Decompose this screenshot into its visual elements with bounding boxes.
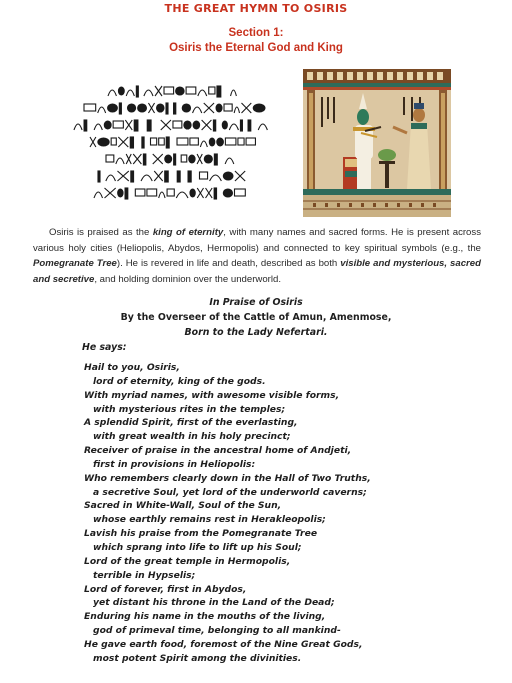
poem-line: god of primeval time, belonging to all mankind-	[93, 625, 341, 637]
poem-line: with mysterious rites in the temples;	[93, 403, 286, 415]
hieroglyph-mark	[190, 189, 195, 197]
hieroglyph-mark	[144, 90, 153, 96]
hieroglyph-mark	[181, 155, 187, 162]
poem-line: whose earthly remains rest in Herakleopolis;	[93, 514, 326, 526]
hieroglyph-mark	[154, 171, 162, 181]
hieroglyph-mark	[157, 104, 164, 112]
hieroglyph-mark	[177, 171, 180, 182]
hieroglyph-mark	[74, 124, 82, 130]
hymn-poem	[84, 361, 504, 666]
hieroglyph-mark	[202, 120, 212, 130]
hieroglyph-mark	[130, 137, 133, 148]
hieroglyph-mark	[98, 138, 109, 146]
hieroglyph-mark	[118, 189, 123, 197]
hieroglyph-mark	[216, 104, 222, 112]
hieroglyph-mark	[258, 124, 267, 130]
hieroglyph-mark	[118, 137, 128, 147]
hieroglyph-mark	[242, 103, 252, 113]
hieroglyph-mark	[198, 90, 207, 96]
hieroglyph-mark	[238, 138, 244, 145]
hieroglyph-mark	[176, 87, 184, 95]
hieroglyph-mark	[200, 141, 207, 147]
section-title: Osiris the Eternal God and King	[169, 42, 343, 54]
hieroglyphs-image	[70, 80, 270, 205]
hieroglyph-mark	[167, 189, 174, 196]
hieroglyph-mark	[159, 138, 165, 145]
hieroglyph-mark	[125, 188, 128, 199]
hieroglyph-mark	[128, 104, 136, 112]
hieroglyph-mark	[186, 87, 196, 94]
hieroglyph-mark	[119, 103, 121, 114]
hieroglyph-mark	[94, 192, 103, 198]
hieroglyph-mark	[104, 121, 111, 129]
hieroglyph-mark	[204, 103, 214, 113]
hieroglyph-mark	[214, 188, 216, 199]
hieroglyph-mark	[136, 86, 138, 97]
hieroglyph-mark	[106, 175, 116, 181]
hieroglyph-mark	[118, 87, 124, 95]
poem-line: with great wealth in his holy precinct;	[93, 431, 291, 443]
hieroglyph-mark	[141, 175, 152, 181]
hieroglyph-mark	[131, 171, 134, 182]
hieroglyph-mark	[209, 87, 215, 94]
hieroglyph-mark	[248, 120, 251, 131]
hieroglyph-mark	[225, 158, 234, 164]
hieroglyph-mark	[184, 121, 191, 129]
poem-line: A splendid Spirit, first of the everlasting,	[84, 417, 298, 429]
hieroglyph-mark	[84, 104, 96, 111]
hieroglyph-mark	[153, 154, 163, 164]
hieroglyph-mark	[234, 189, 245, 196]
hieroglyph-mark	[174, 103, 176, 114]
hieroglyph-mark	[84, 120, 87, 131]
poem-line: most potent Spirit among the divinities.	[93, 652, 302, 664]
hieroglyph-mark	[214, 154, 217, 165]
hieroglyph-mark	[111, 138, 116, 145]
hieroglyph-mark	[204, 155, 212, 163]
hieroglyph-mark	[147, 189, 157, 196]
hieroglyph-mark	[173, 121, 182, 128]
poem-line: He gave earth food, foremost of the Nine Great Gods,	[84, 638, 363, 650]
hieroglyph-mark	[234, 107, 239, 113]
hieroglyph-mark	[189, 155, 195, 163]
poem-line: Receiver of praise in the ancestral home of Andjeti,	[84, 445, 352, 457]
hieroglyph-mark	[197, 154, 202, 164]
hieroglyph-mark	[116, 158, 124, 164]
hieroglyph-mark	[197, 188, 203, 198]
hieroglyph-mark	[126, 154, 131, 164]
hieroglyph-mark	[159, 192, 165, 198]
he-says-label: He says:	[82, 342, 127, 353]
poem-line: Hail to you, Osiris,	[84, 362, 180, 373]
section-number: Section 1:	[228, 27, 284, 39]
hieroglyph-mark	[134, 120, 138, 131]
hieroglyph-mark	[210, 175, 222, 181]
hieroglyph-mark	[105, 188, 116, 198]
poem-line: Enduring his name in the mouths of the living,	[84, 611, 326, 623]
poem-line: which sprang into life to lift up his Soul;	[93, 541, 302, 553]
hieroglyph-mark	[240, 120, 242, 131]
poem-line: Lavish his praise from the Pomegranate Tree	[84, 528, 318, 540]
hieroglyph-mark	[166, 103, 168, 114]
hieroglyph-mark	[223, 172, 233, 180]
poem-line: Sacred in White-Wall, Soul of the Sun,	[84, 500, 282, 512]
hieroglyph-mark	[246, 138, 255, 145]
hieroglyph-mark	[206, 188, 213, 198]
hieroglyph-mark	[223, 189, 232, 197]
hieroglyph-mark	[94, 124, 102, 130]
hieroglyph-mark	[235, 171, 245, 181]
hieroglyph-mark	[188, 171, 191, 182]
hieroglyph-mark	[125, 120, 132, 130]
praise-heading: In Praise of Osiris	[209, 297, 303, 308]
hieroglyph-mark	[176, 192, 188, 198]
intro-text: , with many names and sacred forms. He is present across various holy cities (Heliopolis, Abydos, Hermopolis) and connected to key spiritual symbols (e.g., the	[33, 227, 481, 254]
praise-lineage: Born to the Lady Nefertari.	[184, 327, 328, 338]
hieroglyph-mark	[217, 138, 224, 146]
poem-line: terrible in Hypselis;	[93, 569, 196, 581]
hieroglyph-mark	[231, 90, 237, 96]
hieroglyph-mark	[108, 104, 118, 112]
hieroglyph-mark	[217, 86, 221, 97]
hieroglyph-mark	[143, 154, 145, 165]
hieroglyph-mark	[90, 137, 96, 147]
hieroglyph-mark	[126, 90, 134, 96]
hieroglyph-mark	[213, 120, 215, 131]
hieroglyph-mark	[117, 171, 128, 181]
poem-line: a secretive Soul, yet lord of the underworld caverns;	[93, 486, 367, 498]
intro-text: , and holding dominion over the underworld.	[94, 274, 282, 286]
intro-emphasis: Pomegranate Tree	[33, 258, 117, 270]
hieroglyph-mark	[98, 107, 106, 113]
hieroglyph-mark	[193, 121, 200, 129]
hieroglyph-mark	[161, 120, 171, 130]
hieroglyph-mark	[138, 104, 147, 112]
hieroglyph-mark	[193, 107, 202, 113]
hieroglyph-mark	[135, 189, 145, 196]
hieroglyph-mark	[199, 172, 207, 179]
intro-text: ). He is revered in life and death, described as both	[116, 258, 341, 270]
poem-line: Lord of forever, first in Abydos,	[84, 583, 247, 595]
hieroglyph-mark	[225, 138, 236, 145]
hieroglyph-mark	[174, 154, 176, 165]
hieroglyph-mark	[165, 171, 169, 182]
intro-emphasis: visible and mysterious, sacred and secretive	[33, 258, 481, 286]
poem-line: lord of eternity, king of the gods.	[93, 375, 266, 387]
poem-line: Lord of the great temple in Hermopolis,	[84, 555, 291, 567]
hieroglyph-mark	[98, 171, 100, 182]
praise-author: By the Overseer of the Cattle of Amun, Amenmose,	[120, 312, 392, 323]
hieroglyph-mark	[155, 86, 162, 96]
intro-text: Osiris is praised as the	[49, 227, 153, 238]
intro-paragraph	[33, 225, 481, 288]
hieroglyph-mark	[113, 121, 123, 128]
poem-line: With myriad names, with awesome visible forms,	[84, 389, 340, 401]
hieroglyph-mark	[147, 120, 151, 131]
poem-line: Who remembers clearly down in the Hall of Two Truths,	[84, 472, 371, 484]
hieroglyph-mark	[165, 155, 172, 163]
hieroglyph-mark	[177, 138, 188, 145]
hieroglyph-mark	[166, 137, 169, 148]
hieroglyph-mark	[151, 138, 157, 145]
hieroglyph-mark	[253, 104, 265, 112]
hieroglyph-mark	[108, 90, 116, 96]
hieroglyph-mark	[164, 87, 174, 94]
hieroglyph-mark	[222, 121, 227, 129]
osiris-painting-image	[303, 69, 451, 217]
hieroglyph-mark	[190, 138, 198, 145]
hieroglyph-mark	[224, 104, 232, 111]
hieroglyph-mark	[182, 104, 190, 112]
hieroglyph-mark	[209, 138, 214, 146]
hieroglyph-mark	[142, 137, 144, 148]
hieroglyph-mark	[148, 103, 154, 113]
intro-emphasis: king of eternity	[152, 227, 224, 238]
hieroglyph-mark	[229, 124, 238, 130]
hieroglyph-mark	[133, 154, 141, 164]
hieroglyph-mark	[106, 155, 114, 162]
poem-line: yet distant his throne in the Land of the Dead;	[93, 597, 335, 609]
poem-line: first in provisions in Heliopolis:	[93, 458, 256, 470]
page-title: THE GREAT HYMN TO OSIRIS	[164, 2, 348, 15]
